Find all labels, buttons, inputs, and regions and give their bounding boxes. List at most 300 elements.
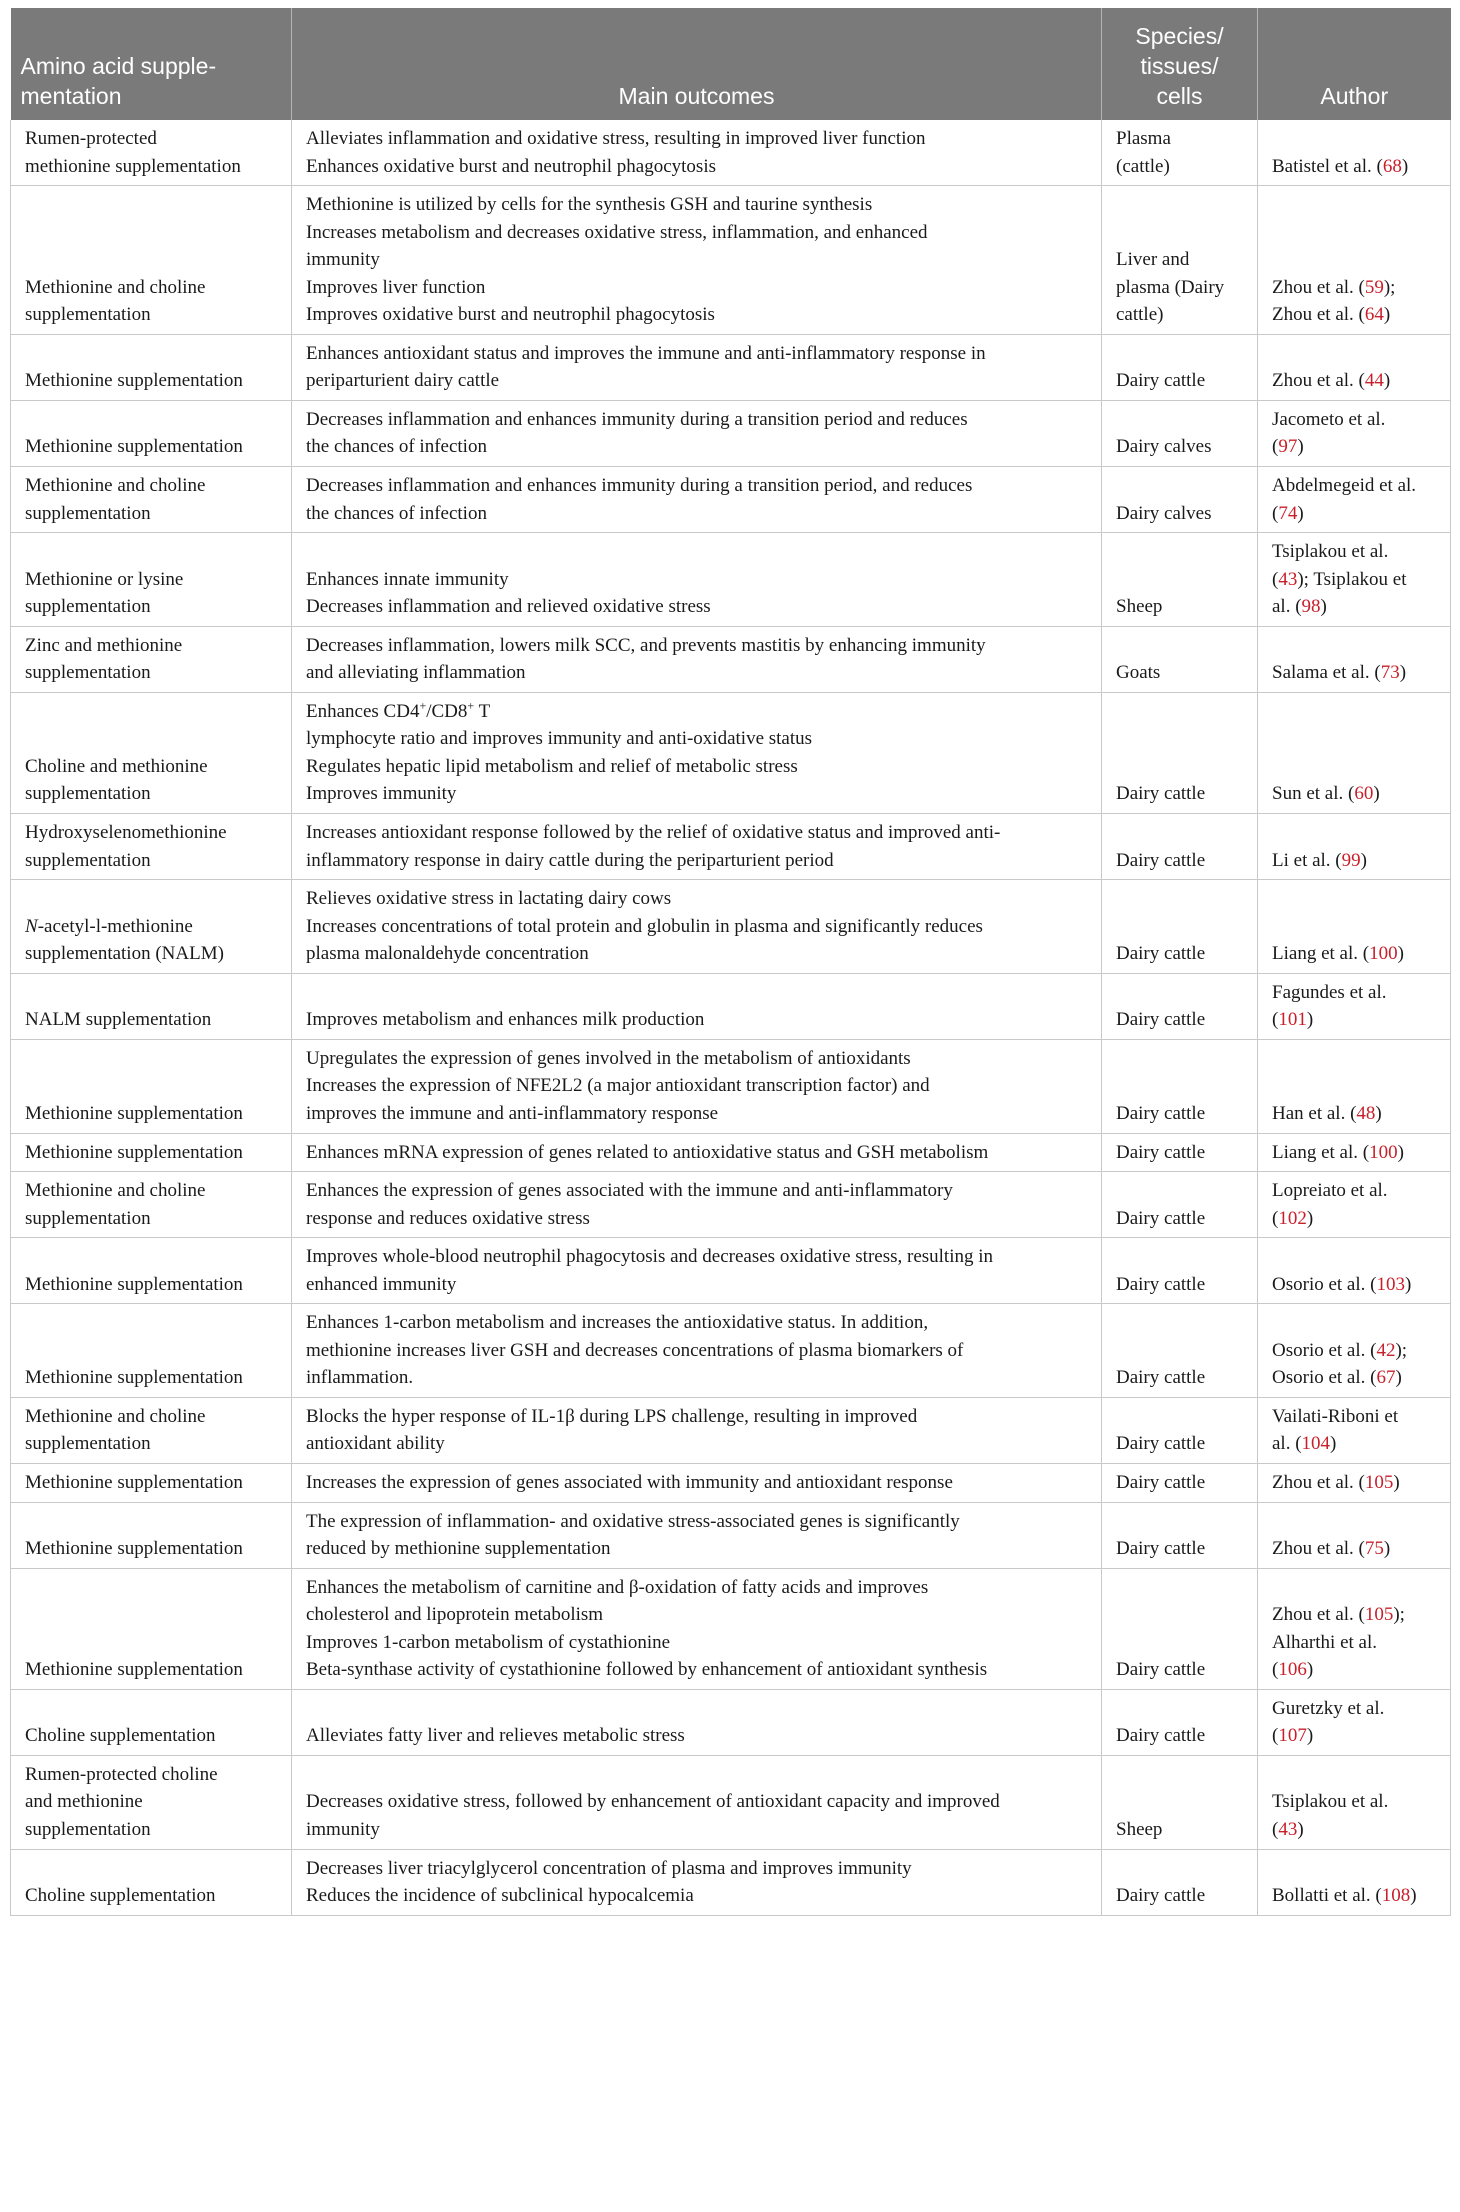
author-text: Lopreiato et al.	[1272, 1180, 1388, 1202]
cell-author	[1258, 973, 1451, 1039]
author-text: Osorio et al. (42);	[1272, 1339, 1408, 1361]
cell-main-outcomes	[292, 814, 1102, 880]
outcome-text: the chances of infection	[306, 436, 487, 458]
cell-main-outcomes	[292, 692, 1102, 813]
supplementation-text: Methionine supplementation	[25, 1538, 243, 1560]
cell-species	[1102, 120, 1258, 186]
author-text: Guretzky et al.	[1272, 1697, 1385, 1719]
outcome-text: Improves 1-carbon metabolism of cystathionine	[306, 1631, 671, 1653]
cell-supplementation	[11, 1133, 292, 1172]
cell-supplementation	[11, 1397, 292, 1463]
reference-link[interactable]: 100	[1369, 1141, 1398, 1163]
supplementation-text: supplementation	[25, 596, 151, 618]
cell-main-outcomes	[292, 1304, 1102, 1398]
author-text: Zhou et al. (105)	[1272, 1471, 1400, 1493]
species-text: Dairy cattle	[1116, 1367, 1206, 1389]
author-text: Vailati-Riboni et	[1272, 1405, 1399, 1427]
species-text: Liver and	[1116, 249, 1190, 271]
cell-species	[1102, 814, 1258, 880]
reference-link[interactable]: 48	[1356, 1102, 1376, 1124]
outcome-text: reduced by methionine supplementation	[306, 1538, 611, 1560]
header-species-line: Species/	[1135, 23, 1224, 50]
supplementation-text: Methionine supplementation	[25, 1367, 243, 1389]
outcome-text: Regulates hepatic lipid metabolism and relief of metabolic stress	[306, 755, 798, 777]
author-text: Salama et al. (73)	[1272, 662, 1407, 684]
species-text: (cattle)	[1116, 155, 1170, 177]
author-text: al. (104)	[1272, 1433, 1337, 1455]
species-text: Sheep	[1116, 596, 1163, 618]
cell-main-outcomes	[292, 1039, 1102, 1133]
outcome-text: Increases the expression of NFE2L2 (a major antioxidant transcription factor) and	[306, 1075, 930, 1097]
cell-supplementation	[11, 973, 292, 1039]
outcome-text: Alleviates fatty liver and relieves metabolic stress	[306, 1725, 685, 1747]
outcome-text: Enhances innate immunity	[306, 568, 509, 590]
supplementation-text: supplementation	[25, 1207, 151, 1229]
species-text: Dairy cattle	[1116, 1725, 1206, 1747]
supplementation-text: supplementation	[25, 1818, 151, 1840]
author-text: (107)	[1272, 1725, 1314, 1747]
cell-author	[1258, 1172, 1451, 1238]
table-row	[11, 120, 1451, 186]
species-text: cattle)	[1116, 304, 1164, 326]
author-text: Zhou et al. (59);	[1272, 276, 1396, 298]
author-text: Zhou et al. (75)	[1272, 1538, 1391, 1560]
reference-link[interactable]: 68	[1382, 155, 1402, 177]
species-text: Goats	[1116, 662, 1161, 684]
cell-species	[1102, 626, 1258, 692]
author-text: Zhou et al. (44)	[1272, 370, 1391, 392]
species-text: Dairy cattle	[1116, 1207, 1206, 1229]
cell-main-outcomes	[292, 1172, 1102, 1238]
cell-author	[1258, 1039, 1451, 1133]
cell-author	[1258, 1304, 1451, 1398]
cell-species	[1102, 400, 1258, 466]
supplementation-text: Choline supplementation	[25, 1885, 216, 1907]
supplementation-text: Methionine supplementation	[25, 1141, 243, 1163]
outcome-text: Beta-synthase activity of cystathionine followed by enhancement of antioxidant synthesis	[306, 1659, 988, 1681]
outcome-text: Relieves oxidative stress in lactating dairy cows	[306, 888, 672, 910]
species-text: Dairy cattle	[1116, 370, 1206, 392]
reference-link[interactable]: 98	[1301, 596, 1321, 618]
cell-main-outcomes	[292, 334, 1102, 400]
author-text: Sun et al. (60)	[1272, 783, 1380, 805]
supplementation-text: Choline supplementation	[25, 1725, 216, 1747]
outcome-text: Increases antioxidant response followed by the relief of oxidative status and improved anti-	[306, 822, 1001, 844]
supplementation-text: Hydroxyselenomethionine	[25, 822, 227, 844]
table-container	[10, 8, 1450, 1916]
table-row	[11, 1689, 1451, 1755]
reference-link[interactable]: 73	[1380, 662, 1400, 684]
cell-species	[1102, 533, 1258, 627]
reference-link[interactable]: 103	[1376, 1273, 1405, 1295]
author-text: Zhou et al. (105);	[1272, 1604, 1405, 1626]
cell-supplementation	[11, 186, 292, 335]
cell-supplementation	[11, 1039, 292, 1133]
cell-main-outcomes	[292, 186, 1102, 335]
outcome-text: the chances of infection	[306, 502, 487, 524]
cell-supplementation	[11, 533, 292, 627]
cell-species	[1102, 1463, 1258, 1502]
author-text: (102)	[1272, 1207, 1314, 1229]
outcome-text: and alleviating inflammation	[306, 662, 526, 684]
cell-author	[1258, 1133, 1451, 1172]
species-text: Sheep	[1116, 1818, 1163, 1840]
cell-author	[1258, 1849, 1451, 1915]
supplementation-text: supplementation	[25, 849, 151, 871]
header-species-line: tissues/	[1140, 53, 1219, 80]
author-text: Li et al. (99)	[1272, 849, 1367, 871]
author-text: Batistel et al. (68)	[1272, 155, 1409, 177]
table-row	[11, 880, 1451, 974]
author-text: (74)	[1272, 502, 1304, 524]
table-row	[11, 1849, 1451, 1915]
cell-supplementation	[11, 1849, 292, 1915]
cell-supplementation	[11, 334, 292, 400]
outcome-text: Enhances antioxidant status and improves the immune and anti-inflammatory response in	[306, 342, 986, 364]
cell-author	[1258, 186, 1451, 335]
species-text: Dairy calves	[1116, 436, 1212, 458]
table-row	[11, 1755, 1451, 1849]
cell-main-outcomes	[292, 973, 1102, 1039]
supplementation-text: NALM supplementation	[25, 1009, 212, 1031]
author-text: (97)	[1272, 436, 1304, 458]
cell-species	[1102, 1568, 1258, 1689]
cell-supplementation	[11, 1172, 292, 1238]
author-text: (101)	[1272, 1009, 1314, 1031]
outcome-text: Improves immunity	[306, 783, 457, 805]
species-text: Dairy cattle	[1116, 1659, 1206, 1681]
supplementation-text: Methionine supplementation	[25, 1102, 243, 1124]
species-text: Dairy calves	[1116, 502, 1212, 524]
table-row	[11, 1039, 1451, 1133]
outcome-text: Enhances oxidative burst and neutrophil phagocytosis	[306, 155, 716, 177]
cell-author	[1258, 692, 1451, 813]
cell-supplementation	[11, 467, 292, 533]
species-text: plasma (Dairy	[1116, 276, 1225, 298]
author-text: Zhou et al. (64)	[1272, 304, 1391, 326]
species-text: Dairy cattle	[1116, 1009, 1206, 1031]
author-text: Abdelmegeid et al.	[1272, 475, 1417, 497]
reference-link[interactable]: 42	[1376, 1339, 1396, 1361]
cell-species	[1102, 1304, 1258, 1398]
outcome-text: Enhances mRNA expression of genes related to antioxidative status and GSH metabolism	[306, 1141, 989, 1163]
species-text: Dairy cattle	[1116, 1433, 1206, 1455]
species-text: Dairy cattle	[1116, 849, 1206, 871]
species-text: Dairy cattle	[1116, 1538, 1206, 1560]
outcome-text: inflammation.	[306, 1367, 414, 1389]
cell-species	[1102, 1689, 1258, 1755]
author-text: (106)	[1272, 1659, 1314, 1681]
author-text: (43)	[1272, 1818, 1304, 1840]
author-text: Liang et al. (100)	[1272, 943, 1404, 965]
cell-main-outcomes	[292, 1133, 1102, 1172]
supplementation-text: Methionine supplementation	[25, 370, 243, 392]
cell-author	[1258, 880, 1451, 974]
cell-author	[1258, 1463, 1451, 1502]
table-row	[11, 814, 1451, 880]
table-row	[11, 1568, 1451, 1689]
supplementation-text: methionine supplementation	[25, 155, 241, 177]
cell-species	[1102, 1133, 1258, 1172]
table-row	[11, 1502, 1451, 1568]
outcome-text: Enhances 1-carbon metabolism and increases the antioxidative status. In addition,	[306, 1312, 929, 1334]
reference-link[interactable]: 101	[1278, 1009, 1307, 1031]
supplementation-text: Methionine and choline	[25, 475, 206, 497]
cell-species	[1102, 1397, 1258, 1463]
table-row	[11, 334, 1451, 400]
reference-link[interactable]: 108	[1381, 1885, 1411, 1907]
supplementation-text: supplementation	[25, 304, 151, 326]
supplementation-text: Rumen-protected	[25, 128, 157, 149]
species-text: Dairy cattle	[1116, 1141, 1206, 1163]
cell-main-outcomes	[292, 1463, 1102, 1502]
outcome-text: Decreases liver triacylglycerol concentration of plasma and improves immunity	[306, 1857, 912, 1879]
header-author: Author	[1258, 8, 1451, 120]
author-text: Fagundes et al.	[1272, 981, 1387, 1003]
outcome-text: methionine increases liver GSH and decreases concentrations of plasma biomarkers of	[306, 1339, 964, 1361]
supplementation-text: Methionine and choline	[25, 1405, 206, 1427]
reference-link[interactable]: 44	[1364, 370, 1384, 392]
outcome-text: Decreases oxidative stress, followed by enhancement of antioxidant capacity and improved	[306, 1791, 1000, 1813]
cell-supplementation	[11, 1502, 292, 1568]
reference-link[interactable]: 100	[1369, 943, 1398, 965]
table-row	[11, 1238, 1451, 1304]
outcome-text: cholesterol and lipoprotein metabolism	[306, 1604, 604, 1626]
cell-author	[1258, 467, 1451, 533]
outcome-text: Blocks the hyper response of IL-1β during LPS challenge, resulting in improved	[306, 1405, 918, 1427]
outcome-text: enhanced immunity	[306, 1273, 457, 1295]
outcome-text: Improves oxidative burst and neutrophil phagocytosis	[306, 304, 715, 326]
species-text: Dairy cattle	[1116, 943, 1206, 965]
cell-main-outcomes	[292, 626, 1102, 692]
supplementation-text: Methionine supplementation	[25, 1273, 243, 1295]
cell-species	[1102, 186, 1258, 335]
outcome-text: Improves metabolism and enhances milk production	[306, 1009, 705, 1031]
table-row	[11, 1304, 1451, 1398]
cell-author	[1258, 1397, 1451, 1463]
amino-acid-supplementation-table	[10, 8, 1451, 1916]
species-text: Dairy cattle	[1116, 1885, 1206, 1907]
supplementation-text: Methionine supplementation	[25, 436, 243, 458]
cell-species	[1102, 880, 1258, 974]
cell-supplementation	[11, 1755, 292, 1849]
cell-supplementation	[11, 814, 292, 880]
species-text: Dairy cattle	[1116, 783, 1206, 805]
cell-species	[1102, 1502, 1258, 1568]
cell-author	[1258, 1238, 1451, 1304]
author-text: (43); Tsiplakou et	[1272, 568, 1407, 590]
cell-main-outcomes	[292, 1755, 1102, 1849]
species-text: Plasma	[1116, 128, 1171, 149]
cell-species	[1102, 973, 1258, 1039]
cell-author	[1258, 400, 1451, 466]
header-row	[11, 8, 1451, 120]
table-row	[11, 626, 1451, 692]
cell-main-outcomes	[292, 880, 1102, 974]
cell-author	[1258, 626, 1451, 692]
cell-main-outcomes	[292, 1397, 1102, 1463]
header-species-line: cells	[1156, 83, 1203, 110]
table-row	[11, 186, 1451, 335]
supplementation-text: Methionine and choline	[25, 1180, 206, 1202]
cell-species	[1102, 467, 1258, 533]
supplementation-text: and methionine	[25, 1791, 143, 1813]
cell-author	[1258, 1689, 1451, 1755]
table-row	[11, 400, 1451, 466]
cell-author	[1258, 334, 1451, 400]
outcome-text: immunity	[306, 1818, 380, 1840]
species-text: Dairy cattle	[1116, 1102, 1206, 1124]
outcome-text: Enhances the expression of genes associated with the immune and anti-inflammatory	[306, 1180, 953, 1202]
cell-main-outcomes	[292, 1689, 1102, 1755]
cell-species	[1102, 334, 1258, 400]
author-text: al. (98)	[1272, 596, 1327, 618]
table-row	[11, 692, 1451, 813]
outcome-text: improves the immune and anti-inflammatory response	[306, 1102, 719, 1124]
outcome-text: The expression of inflammation- and oxidative stress-associated genes is significantly	[306, 1510, 960, 1532]
table-row	[11, 973, 1451, 1039]
cell-supplementation	[11, 1304, 292, 1398]
author-text: Osorio et al. (103)	[1272, 1273, 1412, 1295]
supplementation-text: Methionine supplementation	[25, 1659, 243, 1681]
cell-supplementation	[11, 1238, 292, 1304]
species-text: Dairy cattle	[1116, 1273, 1206, 1295]
author-text: Osorio et al. (67)	[1272, 1367, 1402, 1389]
cell-main-outcomes	[292, 1502, 1102, 1568]
reference-link[interactable]: 105	[1364, 1604, 1394, 1626]
outcome-text: response and reduces oxidative stress	[306, 1207, 590, 1229]
supplementation-text: supplementation (NALM)	[25, 943, 224, 965]
reference-link[interactable]: 99	[1341, 849, 1361, 871]
reference-link[interactable]: 105	[1364, 1471, 1394, 1493]
reference-link[interactable]: 43	[1278, 568, 1298, 590]
cell-author	[1258, 1568, 1451, 1689]
supplementation-text: supplementation	[25, 662, 151, 684]
table-row	[11, 1397, 1451, 1463]
table-row	[11, 1172, 1451, 1238]
cell-species	[1102, 1238, 1258, 1304]
outcome-text: Increases the expression of genes associated with immunity and antioxidant response	[306, 1471, 953, 1493]
header-supplementation-line: Amino acid supple-	[20, 53, 217, 80]
supplementation-text: supplementation	[25, 502, 151, 524]
cell-supplementation	[11, 692, 292, 813]
cell-main-outcomes	[292, 467, 1102, 533]
table-row	[11, 467, 1451, 533]
cell-main-outcomes	[292, 400, 1102, 466]
outcome-text: periparturient dairy cattle	[306, 370, 500, 392]
supplementation-text: Methionine supplementation	[25, 1471, 243, 1493]
header-supplementation-line: mentation	[20, 83, 122, 110]
supplementation-text: supplementation	[25, 1433, 151, 1455]
outcome-text: Improves whole-blood neutrophil phagocytosis and decreases oxidative stress, resulting in	[306, 1246, 994, 1268]
reference-link[interactable]: 75	[1364, 1538, 1384, 1560]
cell-main-outcomes	[292, 533, 1102, 627]
header-species	[1102, 8, 1258, 120]
supplementation-text: Zinc and methionine	[25, 634, 183, 656]
cell-supplementation	[11, 1463, 292, 1502]
cell-author	[1258, 1755, 1451, 1849]
reference-link[interactable]: 60	[1354, 783, 1374, 805]
cell-supplementation	[11, 1689, 292, 1755]
table-row	[11, 1133, 1451, 1172]
cell-author	[1258, 533, 1451, 627]
outcome-text: Decreases inflammation, lowers milk SCC, and prevents mastitis by enhancing immunity	[306, 634, 986, 656]
header-main-outcomes: Main outcomes	[292, 8, 1102, 120]
cell-main-outcomes	[292, 1238, 1102, 1304]
cell-author	[1258, 814, 1451, 880]
cell-main-outcomes	[292, 1849, 1102, 1915]
species-text: Dairy cattle	[1116, 1471, 1206, 1493]
author-text: Alharthi et al.	[1272, 1631, 1377, 1653]
cell-species	[1102, 1039, 1258, 1133]
reference-link[interactable]: 104	[1301, 1433, 1331, 1455]
author-text: Liang et al. (100)	[1272, 1141, 1404, 1163]
outcome-text: Reduces the incidence of subclinical hypocalcemia	[306, 1885, 694, 1907]
supplementation-text: Methionine and choline	[25, 276, 206, 298]
outcome-text: Decreases inflammation and enhances immunity during a transition period, and reduces	[306, 475, 973, 497]
outcome-text: lymphocyte ratio and improves immunity and anti-oxidative status	[306, 728, 813, 750]
cell-author	[1258, 1502, 1451, 1568]
author-text: Tsiplakou et al.	[1272, 541, 1389, 563]
author-text: Tsiplakou et al.	[1272, 1791, 1389, 1813]
outcome-text: inflammatory response in dairy cattle during the periparturient period	[306, 849, 834, 871]
cell-supplementation	[11, 400, 292, 466]
cell-supplementation	[11, 1568, 292, 1689]
outcome-text: Alleviates inflammation and oxidative stress, resulting in improved liver function	[306, 128, 926, 149]
outcome-text: antioxidant ability	[306, 1433, 445, 1455]
cell-author	[1258, 120, 1451, 186]
reference-link[interactable]: 59	[1364, 276, 1384, 298]
header-supplementation	[11, 8, 292, 120]
outcome-text: plasma malonaldehyde concentration	[306, 943, 589, 965]
cell-species	[1102, 1755, 1258, 1849]
supplementation-text: supplementation	[25, 783, 151, 805]
cell-supplementation	[11, 880, 292, 974]
author-text: Bollatti et al. (108)	[1272, 1885, 1417, 1907]
cell-species	[1102, 692, 1258, 813]
cell-species	[1102, 1172, 1258, 1238]
cell-supplementation	[11, 120, 292, 186]
supplementation-text: N-acetyl-l-methionine	[25, 915, 193, 937]
table-row	[11, 533, 1451, 627]
outcome-text: immunity	[306, 249, 380, 271]
reference-link[interactable]: 106	[1278, 1659, 1307, 1681]
reference-link[interactable]: 74	[1278, 502, 1298, 524]
outcome-text: Decreases inflammation and enhances immunity during a transition period and reduces	[306, 408, 968, 430]
cell-main-outcomes	[292, 1568, 1102, 1689]
supplementation-text: Rumen-protected choline	[25, 1763, 218, 1785]
author-text: Han et al. (48)	[1272, 1102, 1382, 1124]
author-text: Jacometo et al.	[1272, 408, 1386, 430]
outcome-text: Enhances CD4+/CD8+ T	[306, 698, 491, 722]
reference-link[interactable]: 107	[1278, 1725, 1307, 1747]
outcome-text: Enhances the metabolism of carnitine and β-oxidation of fatty acids and improves	[306, 1576, 929, 1598]
cell-supplementation	[11, 626, 292, 692]
outcome-text: Decreases inflammation and relieved oxidative stress	[306, 596, 711, 618]
outcome-text: Upregulates the expression of genes involved in the metabolism of antioxidants	[306, 1047, 911, 1069]
reference-link[interactable]: 97	[1278, 436, 1298, 458]
outcome-text: Improves liver function	[306, 276, 486, 298]
reference-link[interactable]: 67	[1376, 1367, 1396, 1389]
reference-link[interactable]: 43	[1278, 1818, 1298, 1840]
cell-species	[1102, 1849, 1258, 1915]
outcome-text: Increases concentrations of total protein and globulin in plasma and significantly reduces	[306, 915, 983, 937]
supplementation-text: Methionine or lysine	[25, 568, 184, 590]
reference-link[interactable]: 64	[1364, 304, 1384, 326]
reference-link[interactable]: 102	[1278, 1207, 1307, 1229]
table-row	[11, 1463, 1451, 1502]
outcome-text: Methionine is utilized by cells for the synthesis GSH and taurine synthesis	[306, 194, 873, 216]
